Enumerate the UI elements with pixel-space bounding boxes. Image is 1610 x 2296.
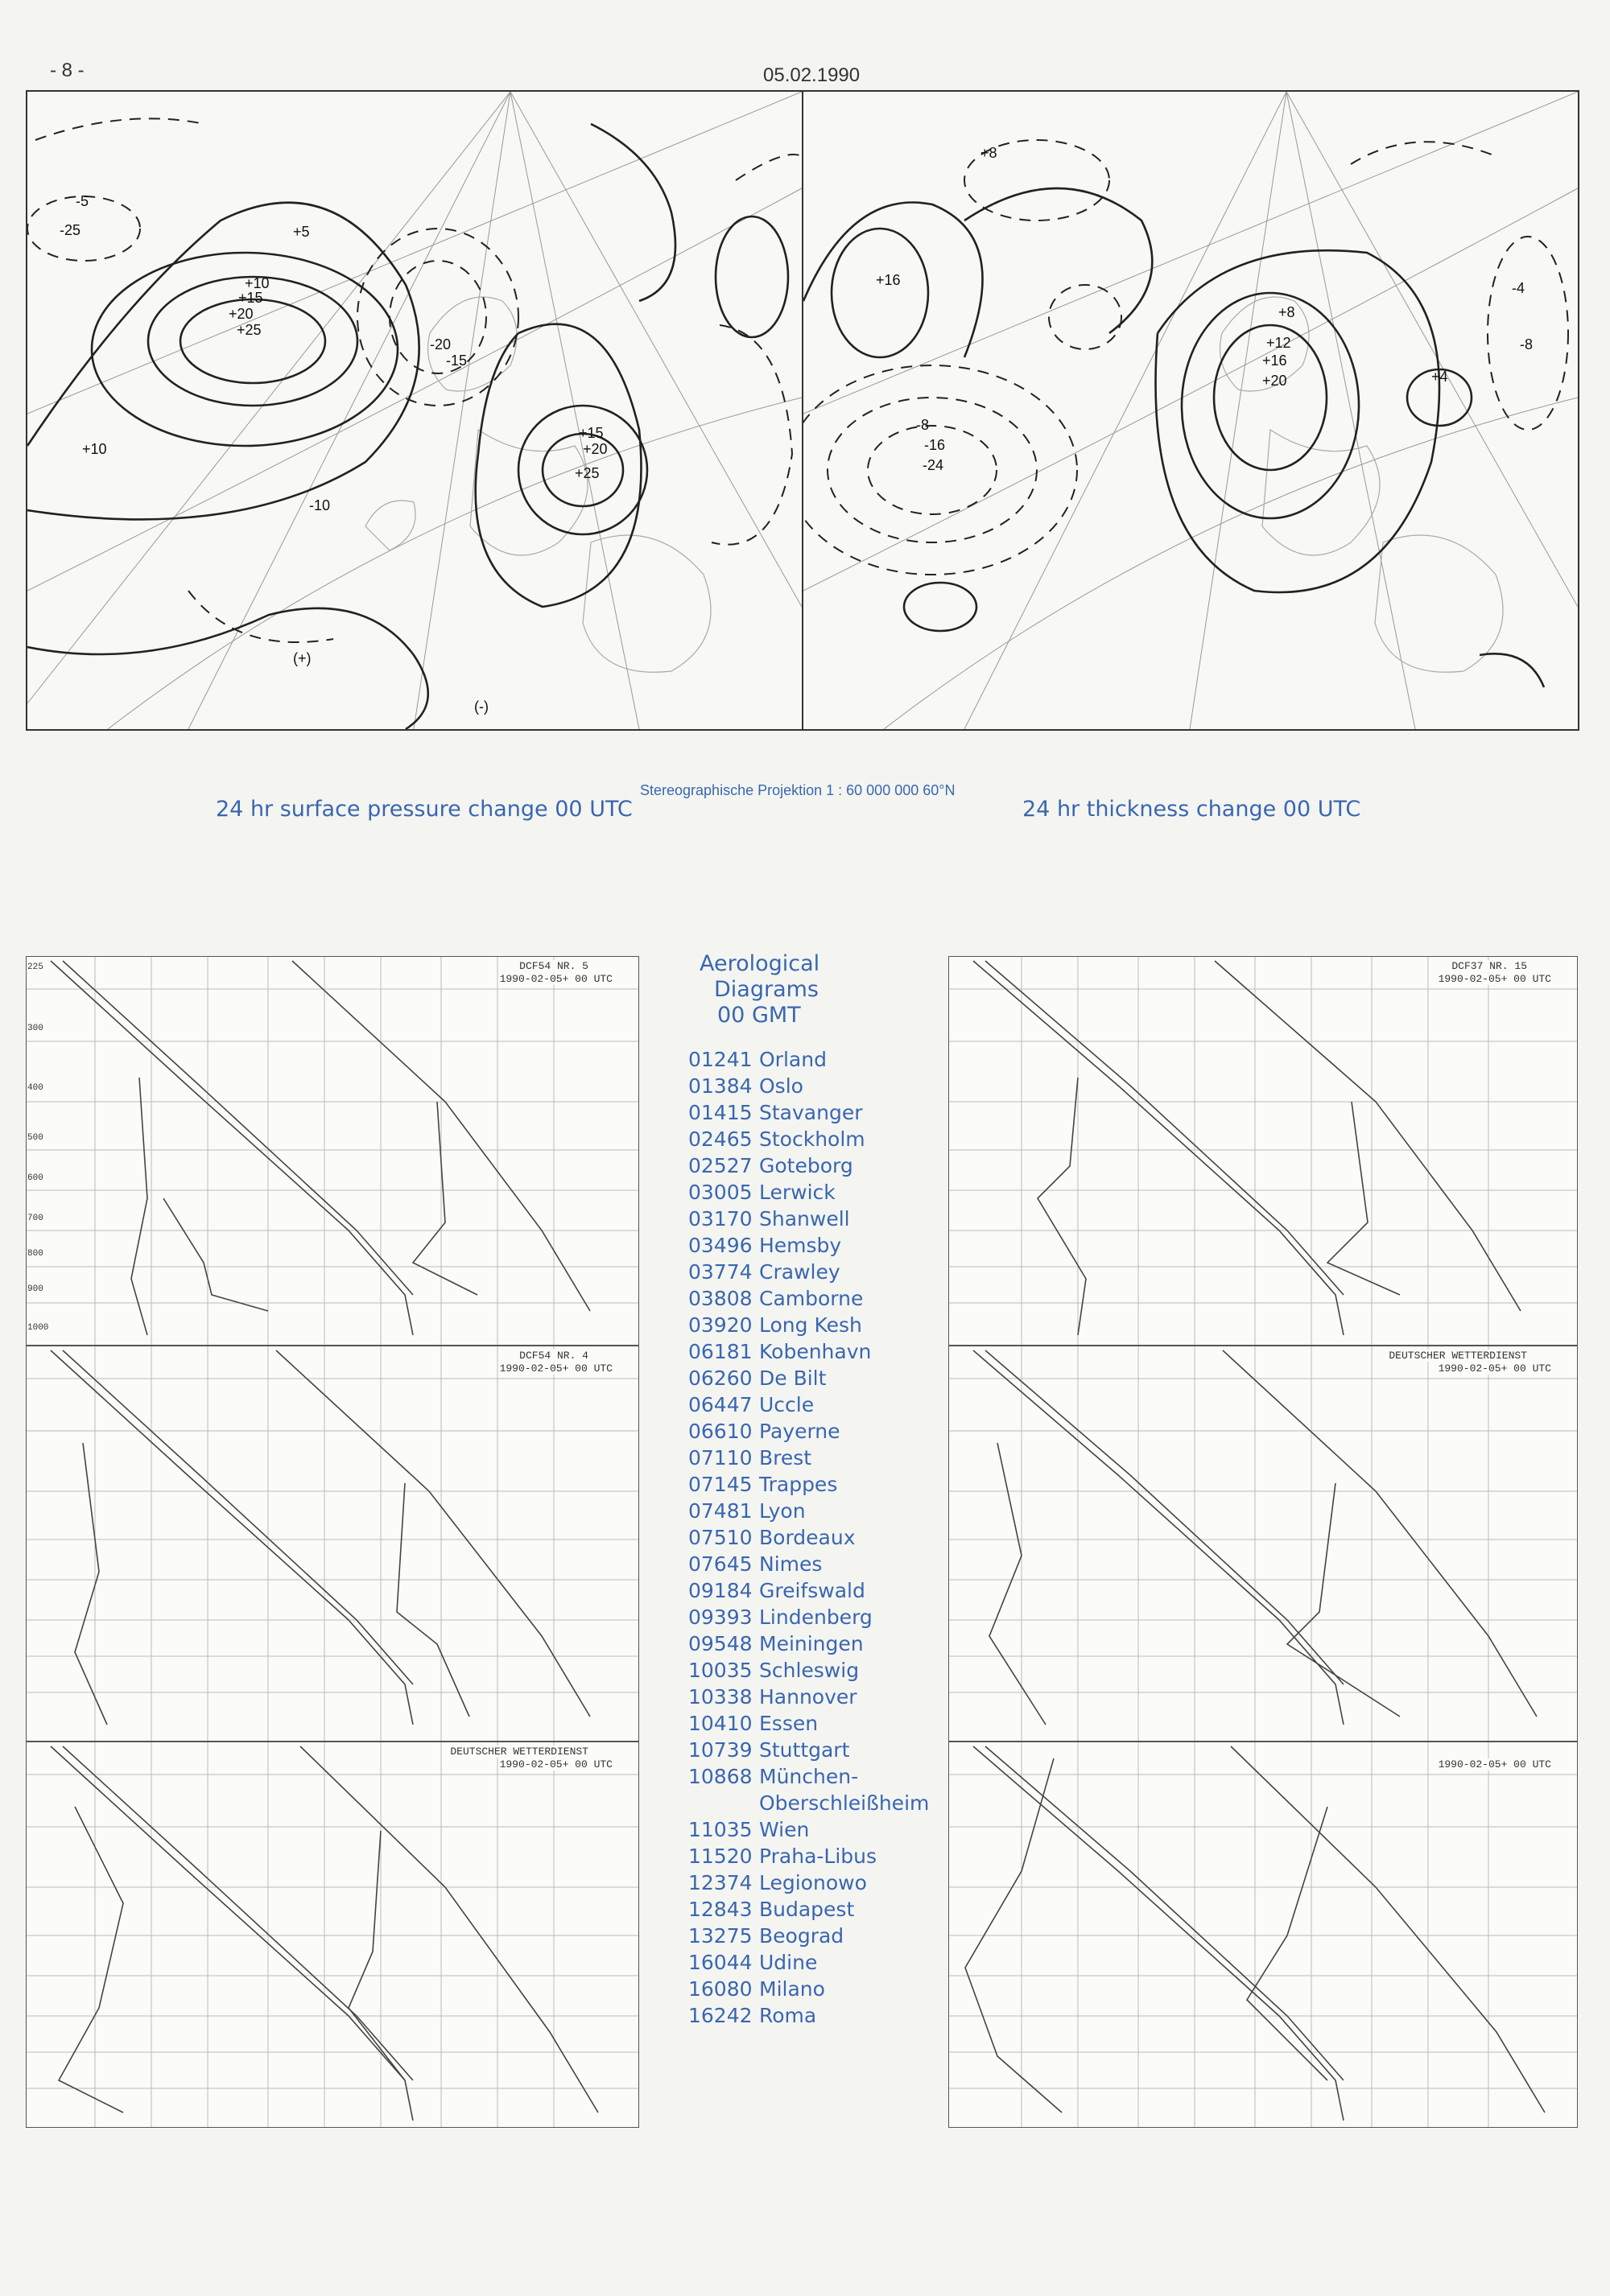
station-row (688, 1896, 946, 1923)
station-code (688, 1790, 759, 1816)
station-row (688, 1391, 946, 1418)
map-label: -20 (430, 336, 452, 352)
station-name: Lindenberg (759, 1606, 873, 1629)
map-label: (-) (474, 699, 489, 715)
diagram-svg (27, 957, 638, 1345)
diagram-grid (27, 957, 638, 1345)
pressure-level-label: 800 (27, 1249, 43, 1259)
station-name: Legionowo (759, 1871, 867, 1894)
map-label: -16 (924, 437, 946, 453)
station-code: 07645 (688, 1552, 753, 1576)
diagram-svg (949, 1742, 1577, 2127)
map-label: -4 (1512, 280, 1525, 296)
station-row (688, 1577, 946, 1604)
aerological-diagram-left-1 (26, 956, 639, 1346)
map-label: +8 (980, 145, 997, 161)
station-code: 11035 (688, 1818, 753, 1841)
pressure-level-label: 900 (27, 1284, 43, 1294)
surface-pressure-change-map (26, 90, 803, 731)
station-row (688, 1816, 946, 1843)
station-name: Oberschleißheim (759, 1791, 930, 1815)
station-name: Stavanger (759, 1101, 863, 1124)
station-code: 01241 (688, 1048, 753, 1071)
station-code: 03920 (688, 1313, 753, 1337)
map-label: +20 (1262, 373, 1287, 389)
station-row (688, 1737, 946, 1763)
diagram-date: 1990-02-05+ 00 UTC (1438, 1362, 1551, 1375)
map-graticule (27, 92, 802, 729)
diagram-title: DEUTSCHER WETTERDIENST (450, 1746, 588, 1758)
station-code: 03005 (688, 1181, 753, 1204)
thickness-isolines-dashed (803, 140, 1568, 575)
station-row (688, 1046, 946, 1073)
station-code: 10868 (688, 1765, 753, 1788)
station-name: Orland (759, 1048, 827, 1071)
thickness-caption: 24 hr thickness change 00 UTC (1022, 797, 1361, 822)
station-code: 12374 (688, 1871, 753, 1894)
diagram-date: 1990-02-05+ 00 UTC (1438, 1758, 1551, 1770)
page-number: - 8 - (50, 60, 85, 81)
station-row (688, 1073, 946, 1099)
station-code: 10410 (688, 1712, 753, 1735)
pressure-level-label: 600 (27, 1173, 43, 1183)
station-list (688, 1046, 946, 2029)
map-label: +10 (82, 441, 107, 457)
station-name: Payerne (759, 1420, 840, 1443)
station-row (688, 1471, 946, 1498)
station-code: 11520 (688, 1845, 753, 1868)
station-row (688, 1312, 946, 1338)
station-name: Oslo (759, 1074, 803, 1098)
station-row (688, 1976, 946, 2002)
station-code: 03808 (688, 1287, 753, 1310)
aerological-diagram-right-1 (948, 956, 1578, 1346)
pressure-level-label: 500 (27, 1133, 43, 1143)
map-label: +12 (1266, 335, 1291, 351)
station-name: Kobenhavn (759, 1340, 872, 1363)
station-name: Udine (759, 1951, 818, 1974)
station-name: Uccle (759, 1393, 815, 1416)
station-code: 03170 (688, 1207, 753, 1230)
map-label: -10 (309, 497, 331, 513)
map-label: -8 (916, 417, 930, 433)
page-date: 05.02.1990 (763, 64, 861, 86)
legend-subtitle: Diagrams (714, 977, 819, 1002)
surface-pressure-caption: 24 hr surface pressure change 00 UTC (216, 797, 633, 822)
pressure-level-label: 225 (27, 963, 43, 972)
station-code: 09393 (688, 1606, 753, 1629)
diagram-date: 1990-02-05+ 00 UTC (1438, 973, 1551, 985)
station-code: 06181 (688, 1340, 753, 1363)
station-code: 10739 (688, 1738, 753, 1762)
station-row (688, 1285, 946, 1312)
station-code: 07481 (688, 1499, 753, 1523)
diagram-date: 1990-02-05+ 00 UTC (499, 1758, 613, 1770)
map-label: -15 (446, 352, 468, 369)
station-name: Stuttgart (759, 1738, 850, 1762)
station-row (688, 1790, 946, 1816)
station-row (688, 2002, 946, 2029)
station-row (688, 1365, 946, 1391)
station-row (688, 1710, 946, 1737)
station-row (688, 1445, 946, 1471)
aerological-diagram-right-2 (948, 1346, 1578, 1742)
station-row (688, 1684, 946, 1710)
station-row (688, 1099, 946, 1126)
station-name: Brest (759, 1446, 812, 1470)
diagram-grid (27, 1346, 638, 1741)
aerological-diagram-right-3 (948, 1742, 1578, 2128)
map-label: +4 (1431, 369, 1448, 385)
map-label: +8 (1278, 304, 1295, 320)
station-code: 12843 (688, 1898, 753, 1921)
map-label: -8 (1520, 336, 1534, 352)
station-name: Crawley (759, 1260, 840, 1284)
pressure-level-label: 700 (27, 1214, 43, 1223)
station-row (688, 1869, 946, 1896)
thickness-labels (876, 145, 1533, 473)
station-row (688, 1126, 946, 1152)
map-label: +25 (575, 465, 600, 481)
station-code: 07510 (688, 1526, 753, 1549)
station-name: Long Kesh (759, 1313, 862, 1337)
station-name: Praha-Libus (759, 1845, 877, 1868)
station-row (688, 1206, 946, 1232)
station-name: Trappes (759, 1473, 838, 1496)
station-row (688, 1418, 946, 1445)
map-label: +16 (876, 272, 901, 288)
map-label: -25 (60, 222, 81, 238)
map-label: (+) (293, 650, 312, 666)
diagram-grid (949, 1742, 1577, 2127)
station-name: Budapest (759, 1898, 855, 1921)
diagram-grid (949, 957, 1577, 1345)
diagram-title: DCF54 NR. 5 (519, 960, 588, 972)
station-row (688, 1604, 946, 1630)
diagram-date: 1990-02-05+ 00 UTC (499, 1362, 613, 1375)
station-name: Lerwick (759, 1181, 836, 1204)
station-name: Schleswig (759, 1659, 860, 1682)
station-row (688, 1498, 946, 1524)
diagram-grid (949, 1346, 1577, 1741)
map-label: +20 (583, 441, 608, 457)
station-code: 06260 (688, 1366, 753, 1390)
station-row (688, 1923, 946, 1949)
map-label: +16 (1262, 352, 1287, 369)
station-name: Hannover (759, 1685, 857, 1709)
station-name: Shanwell (759, 1207, 850, 1230)
aerological-diagram-left-2 (26, 1346, 639, 1742)
coastlines (365, 297, 711, 672)
station-name: De Bilt (759, 1366, 827, 1390)
station-name: Meiningen (759, 1632, 864, 1655)
station-code: 07145 (688, 1473, 753, 1496)
diagram-title: DCF54 NR. 4 (519, 1350, 588, 1362)
station-code: 03774 (688, 1260, 753, 1284)
station-row (688, 1232, 946, 1259)
diagram-svg (949, 1346, 1577, 1741)
station-code: 01384 (688, 1074, 753, 1098)
thickness-change-map (802, 90, 1579, 731)
station-row (688, 1763, 946, 1790)
station-row (688, 1179, 946, 1206)
map-label: +10 (245, 275, 270, 291)
pressure-isolines-solid (27, 124, 788, 729)
station-row (688, 1338, 946, 1365)
projection-caption: Stereographische Projektion 1 : 60 000 000 60°N (640, 782, 956, 798)
station-code: 03496 (688, 1234, 753, 1257)
station-code: 09184 (688, 1579, 753, 1602)
map-graticule (803, 92, 1578, 729)
map-label: +20 (229, 306, 254, 322)
station-name: Nimes (759, 1552, 823, 1576)
temperature-profiles (51, 961, 590, 1335)
map-label: -24 (923, 457, 944, 473)
map-label: +15 (579, 425, 604, 441)
diagram-title: DEUTSCHER WETTERDIENST (1389, 1350, 1527, 1362)
station-name: Goteborg (759, 1154, 853, 1177)
pressure-level-label: 1000 (27, 1323, 49, 1333)
map-label: +15 (238, 290, 263, 306)
station-row (688, 1657, 946, 1684)
station-name: Wien (759, 1818, 810, 1841)
surface-pressure-map-svg (27, 92, 802, 729)
station-code: 02465 (688, 1127, 753, 1151)
pressure-level-label: 400 (27, 1083, 43, 1093)
thickness-isolines-solid (803, 188, 1544, 687)
diagram-svg (949, 957, 1577, 1345)
station-row (688, 1152, 946, 1179)
diagram-svg (27, 1346, 638, 1741)
diagram-title: DCF37 NR. 15 (1451, 960, 1527, 972)
station-code: 09548 (688, 1632, 753, 1655)
station-row (688, 1630, 946, 1657)
legend-title: Aerological (700, 951, 820, 976)
pressure-level-label: 300 (27, 1024, 43, 1033)
map-label: -5 (76, 193, 89, 209)
station-code: 02527 (688, 1154, 753, 1177)
legend-time: 00 GMT (717, 1003, 801, 1028)
station-name: Stockholm (759, 1127, 865, 1151)
temperature-profiles (973, 961, 1521, 1335)
thickness-map-svg (803, 92, 1578, 729)
station-name: Milano (759, 1977, 825, 2001)
aerological-diagram-left-3 (26, 1742, 639, 2128)
station-name: Bordeaux (759, 1526, 856, 1549)
station-code: 06447 (688, 1393, 753, 1416)
station-code: 16044 (688, 1951, 753, 1974)
map-label: +25 (237, 322, 262, 338)
map-label: +5 (293, 224, 310, 240)
diagram-svg (27, 1742, 638, 2127)
station-name: Greifswald (759, 1579, 865, 1602)
station-name: Lyon (759, 1499, 806, 1523)
station-code: 10035 (688, 1659, 753, 1682)
station-name: Essen (759, 1712, 819, 1735)
station-row (688, 1949, 946, 1976)
station-row (688, 1524, 946, 1551)
station-name: Roma (759, 2004, 817, 2027)
station-name: Hemsby (759, 1234, 842, 1257)
station-row (688, 1843, 946, 1869)
station-code: 10338 (688, 1685, 753, 1709)
station-code: 06610 (688, 1420, 753, 1443)
diagram-grid (27, 1742, 638, 2127)
station-name: Beograd (759, 1924, 844, 1948)
station-legend (688, 951, 946, 2029)
temperature-profiles (51, 1350, 590, 1725)
station-name: München- (759, 1765, 859, 1788)
station-code: 16080 (688, 1977, 753, 2001)
station-code: 16242 (688, 2004, 753, 2027)
diagram-date: 1990-02-05+ 00 UTC (499, 973, 613, 985)
station-code: 13275 (688, 1924, 753, 1948)
station-name: Camborne (759, 1287, 864, 1310)
station-row (688, 1551, 946, 1577)
station-code: 07110 (688, 1446, 753, 1470)
station-row (688, 1259, 946, 1285)
station-code: 01415 (688, 1101, 753, 1124)
